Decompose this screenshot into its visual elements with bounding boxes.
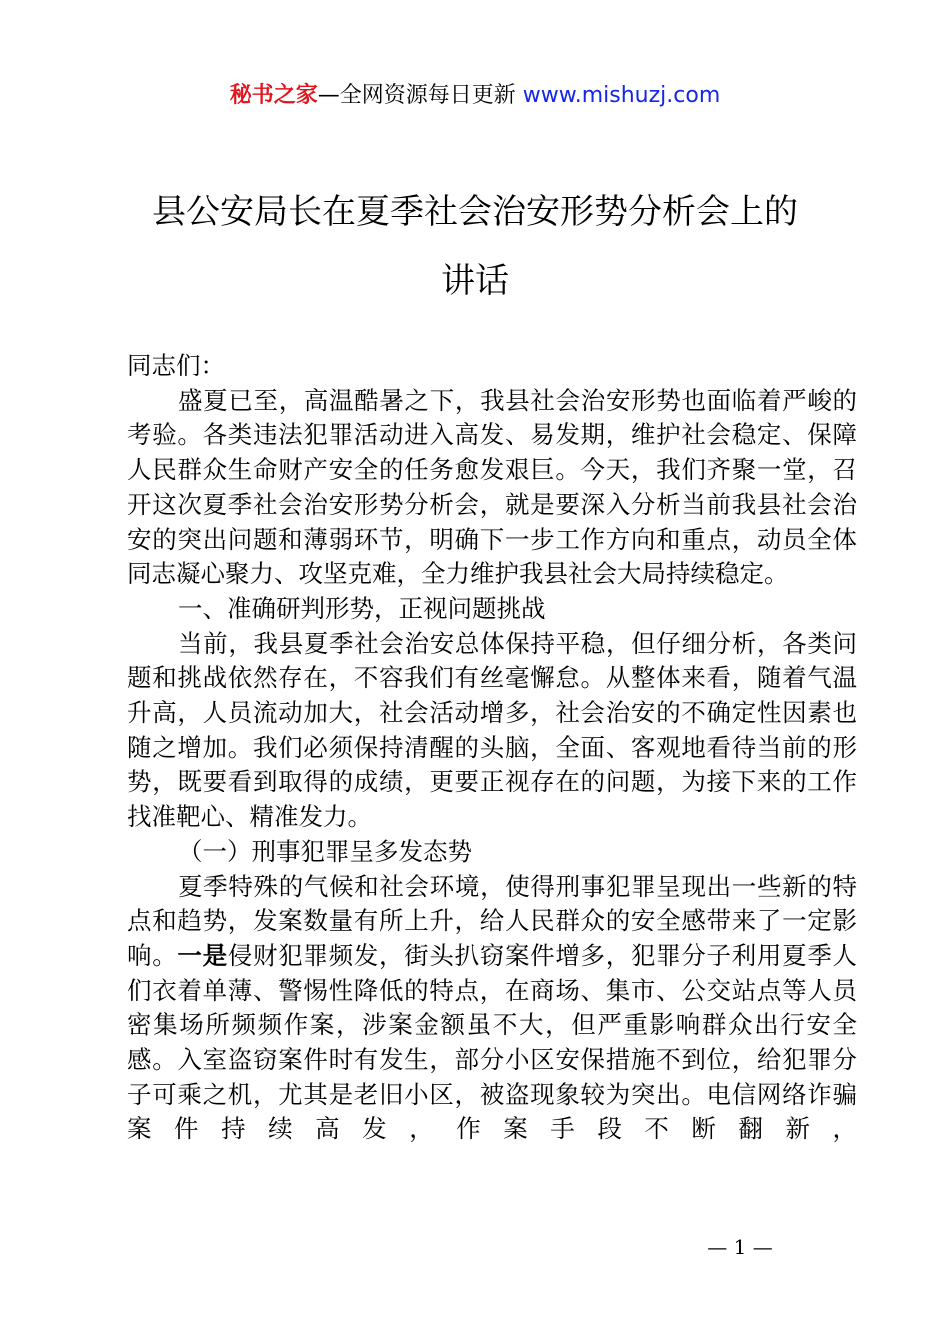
- page-number: — 1 —: [707, 1235, 773, 1259]
- document-title-line-2: 讲话: [441, 261, 509, 301]
- paragraph-crime: [127, 870, 857, 1148]
- document-body: [127, 349, 857, 1147]
- banner-tagline: —全网资源每日更新: [317, 83, 516, 108]
- site-url-link[interactable]: www.mishuzj.com: [522, 83, 721, 108]
- site-banner: [0, 78, 950, 114]
- section-heading-1: 一、准确研判形势，正视问题挑战: [178, 593, 546, 623]
- crime-bold-marker: 一是: [177, 940, 228, 970]
- brand-name: 秘书之家: [229, 83, 318, 108]
- crime-text-detail: 侵财犯罪频发，街头扒窃案件增多，犯罪分子利用夏季人们衣着单薄、警惕性降低的特点，在商场、集市、公交站点等人员密集场所频频作案，涉案金额虽不大，但严重影响群众出行安全感。入室盗窃案件时有发生，部分小区安保措施不到位，给犯罪分子可乘之机，尤其是老旧小区，被盗现象较为突出。电信网络诈骗案件持续高发，作案手段不断翻新，: [127, 940, 858, 1144]
- document-title-line-1: 县公安局长在夏季社会治安形势分析会上的: [152, 192, 798, 232]
- paragraph-intro: 盛夏已至，高温酷暑之下，我县社会治安形势也面临着严峻的考验。各类违法犯罪活动进入高发、易发期，维护社会稳定、保障人民群众生命财产安全的任务愈发艰巨。今天，我们齐聚一堂，召开这次夏季社会治安形势分析会，就是要深入分析当前我县社会治安的突出问题和薄弱环节，明确下一步工作方向和重点，动员全体同志凝心聚力、攻坚克难，全力维护我县社会大局持续稳定。: [127, 385, 857, 589]
- salutation: 同志们：: [127, 351, 225, 380]
- subsection-heading-1: （一）刑事犯罪呈多发态势: [178, 836, 472, 866]
- crime-text-intro: 夏季特殊的气候和社会环境，使得刑事犯罪呈现出一些新的特点和趋势，发案数量有所上升，给人民群众的安全感带来了一定影响。: [127, 871, 857, 970]
- paragraph-section-1: 当前，我县夏季社会治安总体保持平稳，但仔细分析，各类问题和挑战依然存在，不容我们有丝毫懈怠。从整体来看，随着气温升高，人员流动加大，社会活动增多，社会治安的不确定性因素也随之增加。我们必须保持清醒的头脑，全面、客观地看待当前的形势，既要看到取得的成绩，更要正视存在的问题，为接下来的工作找准靶心、精准发力。: [127, 628, 857, 832]
